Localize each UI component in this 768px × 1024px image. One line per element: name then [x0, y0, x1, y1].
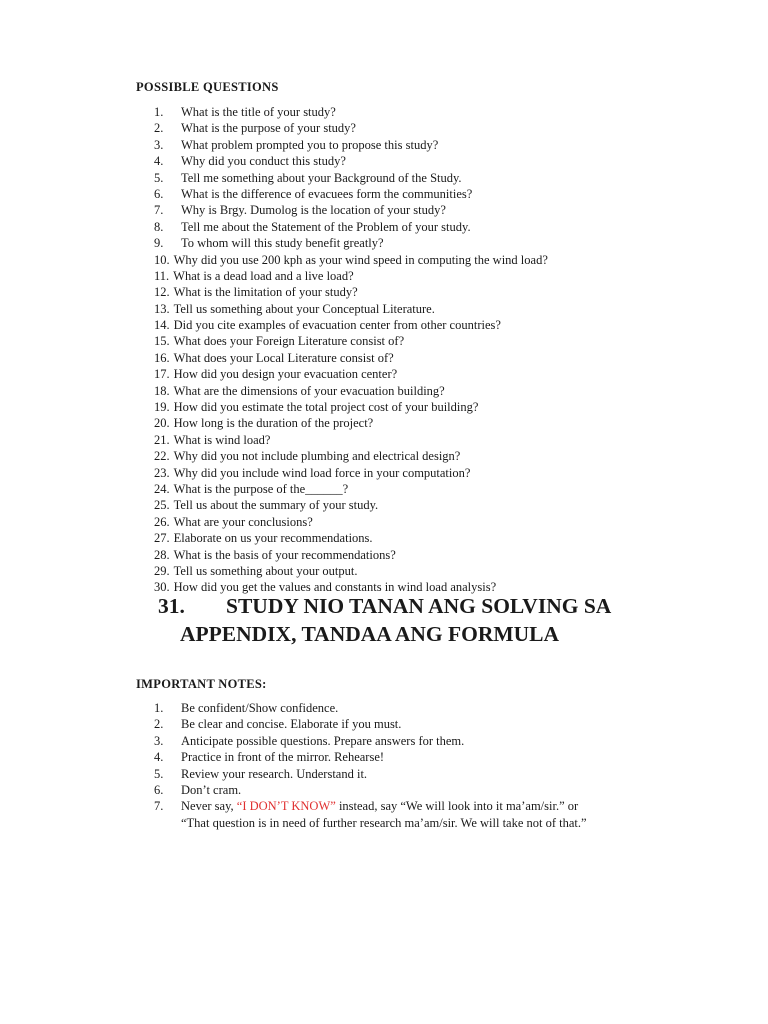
question-text: Tell me about the Statement of the Problem of your study.: [181, 219, 471, 234]
note-7-prefix: Never say,: [181, 799, 237, 814]
question-number: 20.: [154, 416, 170, 431]
question-text: Tell me something about your Background of the Study.: [181, 170, 462, 185]
question-text: What are your conclusions?: [173, 514, 313, 529]
question-text: Why did you include wind load force in your computation?: [173, 465, 471, 480]
question-text: What is the purpose of your study?: [181, 121, 356, 136]
note-number: 1.: [154, 701, 164, 715]
question-text: What is the limitation of your study?: [173, 285, 358, 300]
question-item: [154, 530, 548, 546]
question-number: 13.: [154, 301, 170, 316]
question-text: Tell us something about your output.: [173, 563, 358, 578]
question-item: [154, 350, 548, 366]
question-item: [154, 432, 548, 448]
question-text: What is the title of your study?: [181, 105, 336, 119]
question-number: 22.: [154, 449, 170, 464]
question-number: 19.: [154, 400, 170, 415]
note-7-line2: “That question is in need of further research ma’am/sir. We will take not of that.”: [181, 815, 587, 830]
question-number: 9.: [154, 236, 164, 251]
question-item: [154, 399, 548, 415]
possible-questions-list: [154, 104, 548, 596]
question-item: [154, 333, 548, 349]
question-text: Tell us something about your Conceptual Literature.: [173, 301, 435, 316]
question-item: [154, 137, 548, 153]
note-text: Practice in front of the mirror. Rehearse!: [181, 750, 385, 765]
question-number: 6.: [154, 186, 164, 201]
question-text: Why did you not include plumbing and electrical design?: [173, 449, 461, 464]
question-item: [154, 252, 548, 268]
question-number: 28.: [154, 547, 170, 562]
question-number: 25.: [154, 498, 170, 513]
note-7-highlight: “I DON’T KNOW”: [236, 799, 336, 814]
note-number: 2.: [154, 717, 164, 732]
question-text: Why did you conduct this study?: [181, 154, 346, 169]
item-31-line2: APPENDIX, TANDAA ANG FORMULA: [180, 622, 560, 646]
question-number: 23.: [154, 465, 170, 480]
question-item: [154, 186, 548, 202]
note-item: [154, 782, 587, 798]
question-number: 12.: [154, 285, 170, 300]
question-text: How did you estimate the total project cost of your building?: [173, 400, 479, 415]
question-item: [154, 301, 548, 317]
question-item: [154, 563, 548, 579]
question-text: What is the difference of evacuees form the communities?: [181, 186, 473, 201]
question-item: [154, 317, 548, 333]
important-notes-heading: IMPORTANT NOTES:: [136, 677, 267, 691]
note-text: Anticipate possible questions. Prepare answers for them.: [181, 733, 465, 748]
question-item: [154, 153, 548, 169]
question-text: Elaborate on us your recommendations.: [173, 531, 373, 546]
question-item: [154, 514, 548, 530]
question-number: 2.: [154, 121, 164, 136]
note-number: 4.: [154, 750, 164, 765]
question-item: [154, 120, 548, 136]
note-text: Be clear and concise. Elaborate if you must.: [181, 717, 402, 732]
question-item: [154, 497, 548, 513]
question-text: What is wind load?: [173, 432, 271, 447]
question-number: 29.: [154, 563, 170, 578]
question-item: [154, 481, 548, 497]
question-number: 5.: [154, 170, 164, 185]
question-item: [154, 547, 548, 563]
item-31-emphasis: [158, 592, 611, 648]
question-item: [154, 383, 548, 399]
question-number: 8.: [154, 219, 164, 234]
question-number: 3.: [154, 137, 164, 152]
question-text: Why is Brgy. Dumolog is the location of your study?: [181, 203, 446, 218]
note-item: [154, 749, 587, 765]
question-item: [154, 465, 548, 481]
question-text: What is the basis of your recommendations?: [173, 547, 396, 562]
note-7-suffix: instead, say “We will look into it ma’am/sir.” or: [335, 799, 579, 814]
note-number: 5.: [154, 766, 164, 781]
question-number: 11.: [154, 268, 170, 283]
question-text: What does your Local Literature consist of?: [173, 350, 394, 365]
question-number: 21.: [154, 432, 170, 447]
question-number: 10.: [154, 252, 170, 267]
question-item: [154, 284, 548, 300]
note-number: 7.: [154, 799, 164, 814]
question-item: [154, 366, 548, 382]
question-text: How did you design your evacuation center?: [173, 367, 398, 382]
question-number: 27.: [154, 531, 170, 546]
question-item: [154, 170, 548, 186]
note-number: 3.: [154, 733, 164, 748]
question-item: [154, 202, 548, 218]
question-text: What is the purpose of the______?: [173, 481, 349, 496]
question-item: [154, 415, 548, 431]
question-number: 16.: [154, 350, 170, 365]
note-item-7: [154, 798, 587, 831]
question-text: How did you get the values and constants in wind load analysis?: [173, 580, 497, 595]
item-31-line1: STUDY NIO TANAN ANG SOLVING SA: [226, 594, 612, 618]
question-text: Why did you use 200 kph as your wind speed in computing the wind load?: [173, 252, 548, 267]
question-number: 1.: [154, 105, 164, 119]
note-item: [154, 733, 587, 749]
important-notes-list: [154, 700, 587, 831]
question-number: 17.: [154, 367, 170, 382]
question-number: 7.: [154, 203, 164, 218]
note-text: Don’t cram.: [181, 783, 242, 798]
question-number: 30.: [154, 580, 170, 595]
question-number: 26.: [154, 514, 170, 529]
question-text: To whom will this study benefit greatly?: [181, 236, 384, 251]
question-number: 15.: [154, 334, 170, 349]
question-number: 14.: [154, 318, 170, 333]
possible-questions-heading: POSSIBLE QUESTIONS: [136, 80, 279, 94]
question-text: What is a dead load and a live load?: [173, 268, 354, 283]
note-item: [154, 700, 587, 716]
question-number: 4.: [154, 154, 164, 169]
question-item: [154, 104, 548, 120]
question-item: [154, 448, 548, 464]
note-text: Be confident/Show confidence.: [181, 701, 339, 715]
note-item: [154, 716, 587, 732]
question-number: 24.: [154, 481, 170, 496]
question-text: Tell us about the summary of your study.: [173, 498, 379, 513]
question-item: [154, 268, 548, 284]
question-text: What problem prompted you to propose this study?: [181, 137, 439, 152]
question-item: [154, 235, 548, 251]
question-text: What are the dimensions of your evacuation building?: [173, 383, 445, 398]
note-text: Review your research. Understand it.: [181, 766, 368, 781]
question-text: Did you cite examples of evacuation center from other countries?: [173, 318, 501, 333]
question-item: [154, 219, 548, 235]
question-number: 18.: [154, 383, 170, 398]
question-text: How long is the duration of the project?: [173, 416, 374, 431]
item-31-number: 31.: [158, 594, 185, 618]
question-text: What does your Foreign Literature consist of?: [173, 334, 405, 349]
note-number: 6.: [154, 783, 164, 798]
note-item: [154, 766, 587, 782]
